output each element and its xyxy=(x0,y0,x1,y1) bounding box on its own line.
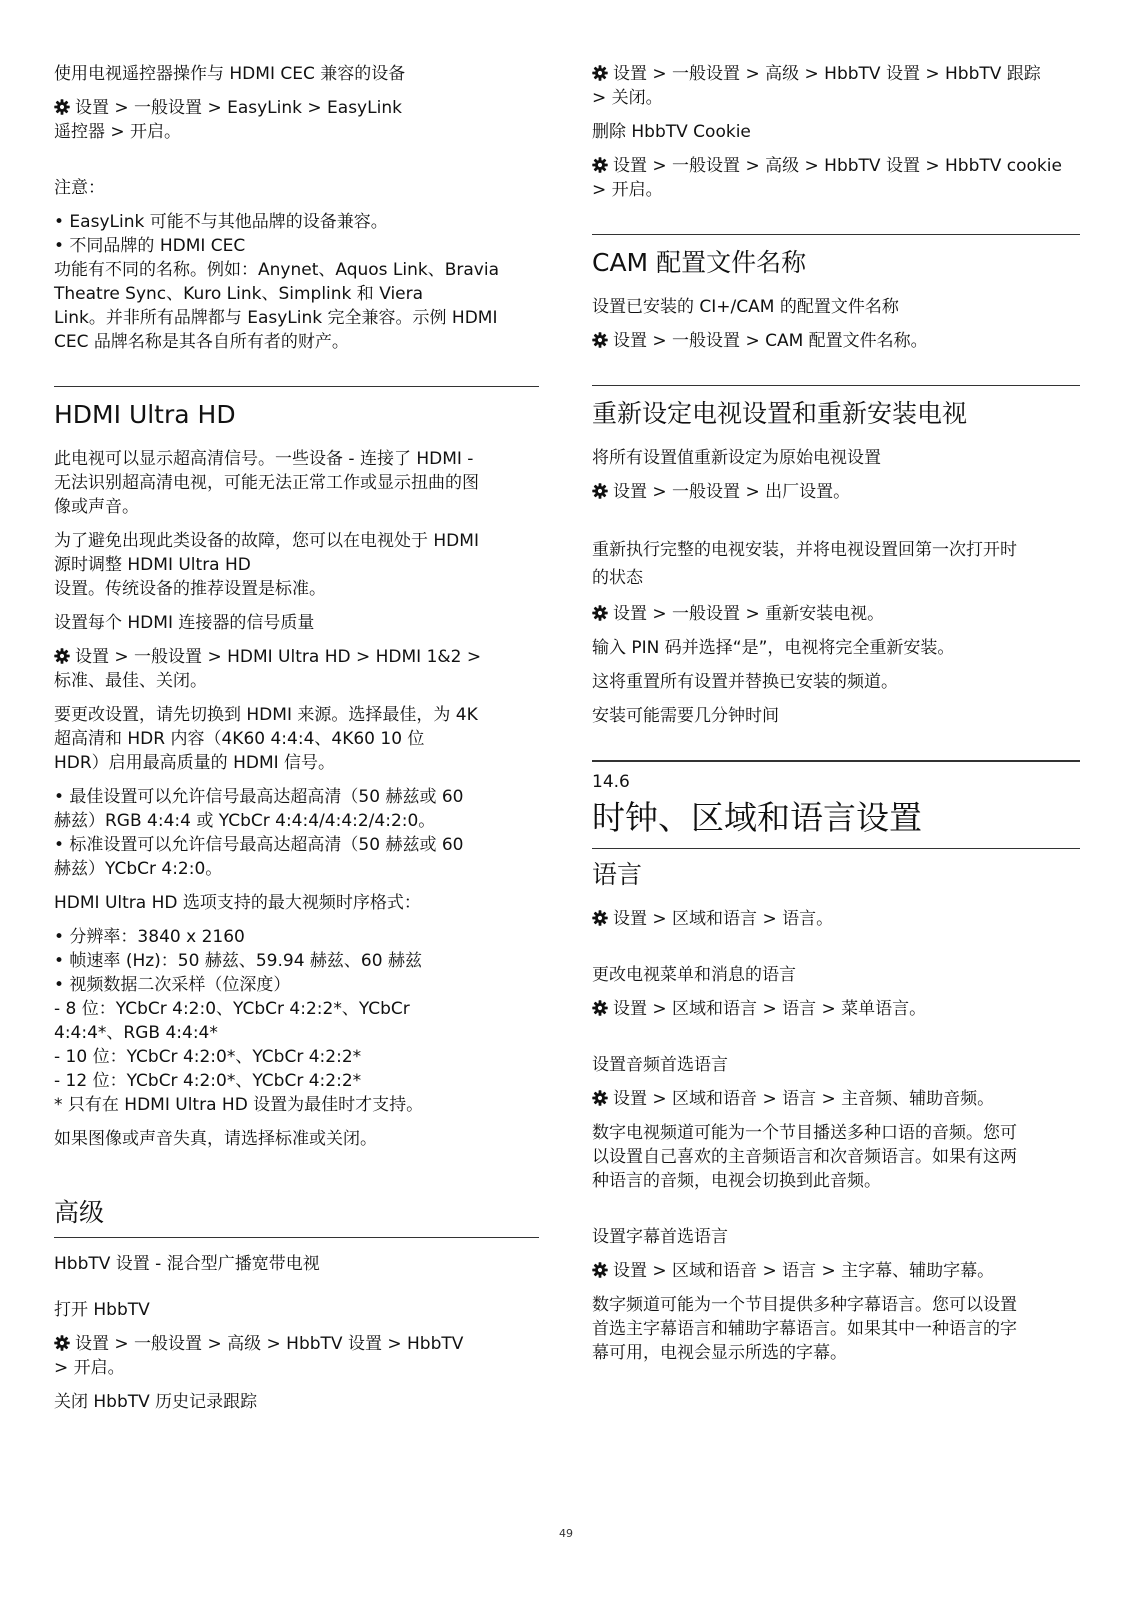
hdmi-paragraph: 要更改设置，请先切换到 HDMI 来源。选择最佳，为 4K 超高清和 HDR 内容（4K60 4:4:4、4K60 10 位 HDR）启用最高质量的 HDMI 信号。 xyxy=(54,705,478,773)
note-text: • EasyLink 可能不与其他品牌的设备兼容。 • 不同品牌的 HDMI CEC 功能有不同的名称。例如：Anynet、Aquos Link、Bravia Theatre Sync、Kuro Link、Simplink 和 Viera Link。并非所有品牌都与 EasyLink 完全兼容。示例 HDMI CEC 品牌名称是其各自所有者的财产。 xyxy=(54,212,500,352)
hdmi-paragraph: 如果图像或声音失真，请选择标准或关闭。 xyxy=(54,1129,377,1149)
hdmi-format-list: • 分辨率：3840 x 2160 • 帧速率 (Hz)：50 赫兹、59.94 赫兹、60 赫兹 • 视频数据二次采样（位深度） - 8 位：YCbCr 4:2:0、YCbCr 4:2:2*、YCbCr 4:4:4*、RGB 4:4:4* - 10 位：YCbCr 4:2:0*、YCbCr 4:2:2* - 12 位：YCbCr 4:2:0*、YCbCr 4:2:2* * 只有在 HDMI Ultra HD 设置为最佳时才支持。 xyxy=(54,927,424,1115)
reset-paragraph: 重新执行完整的电视安装，并将电视设置回第一次打开时 的状态 xyxy=(592,540,1017,588)
section-divider xyxy=(592,385,1080,386)
gear-icon xyxy=(54,1335,70,1351)
gear-icon xyxy=(54,648,70,664)
section-title-advanced: 高级 xyxy=(54,1198,105,1227)
language-paragraph: 数字电视频道可能为一个节目播送多种口语的音频。您可 以设置自己喜欢的主音频语言和次音频语言。如果有这两 种语言的音频，电视会切换到此音频。 xyxy=(592,1123,1017,1191)
section-title-hdmi-ultra-hd: HDMI Ultra HD xyxy=(54,400,236,429)
gear-icon xyxy=(592,157,608,173)
language-paragraph: 设置音频首选语言 xyxy=(592,1055,728,1075)
reinstall-settings-path: 设置 > 一般设置 > 重新安装电视。 xyxy=(592,602,1080,626)
right-column xyxy=(592,62,1080,1375)
hdmi-paragraph: HDMI Ultra HD 选项支持的最大视频时序格式： xyxy=(54,893,421,913)
hbbtv-cookie-label: 删除 HbbTV Cookie xyxy=(592,122,751,142)
page-number: 49 xyxy=(559,1527,573,1540)
easylink-remote-path: 设置 > 一般设置 > EasyLink > EasyLink 遥控器 > 开启。 xyxy=(54,98,402,142)
reset-paragraph: 安装可能需要几分钟时间 xyxy=(592,706,779,726)
advanced-paragraph: 关闭 HbbTV 历史记录跟踪 xyxy=(54,1392,258,1412)
easylink-remote-intro: 使用电视遥控器操作与 HDMI CEC 兼容的设备 xyxy=(54,64,406,84)
hdmi-paragraph: 设置每个 HDMI 连接器的信号质量 xyxy=(54,613,315,633)
section-title-language: 语言 xyxy=(592,860,643,889)
gear-icon xyxy=(592,1262,608,1278)
section-title-cam-profile: CAM 配置文件名称 xyxy=(592,248,807,277)
hdmi-paragraph: 为了避免出现此类设备的故障，您可以在电视处于 HDMI 源时调整 HDMI Ultra HD 设置。传统设备的推荐设置是标准。 xyxy=(54,531,479,599)
section-divider xyxy=(54,1237,539,1238)
left-column xyxy=(54,62,539,1424)
advanced-settings-path: 设置 > 一般设置 > 高级 > HbbTV 设置 > HbbTV > 开启。 xyxy=(54,1334,464,1378)
section-divider xyxy=(592,234,1080,235)
gear-icon xyxy=(592,1090,608,1106)
language-paragraph: 更改电视菜单和消息的语言 xyxy=(592,965,796,985)
hbbtv-cookie-path: 设置 > 一般设置 > 高级 > HbbTV 设置 > HbbTV cookie > 开启。 xyxy=(592,156,1062,200)
gear-icon xyxy=(592,332,608,348)
gear-icon xyxy=(592,65,608,81)
reset-paragraph: 输入 PIN 码并选择“是”，电视将完全重新安装。 xyxy=(592,638,955,658)
gear-icon xyxy=(592,483,608,499)
section-title-reset: 重新设定电视设置和重新安装电视 xyxy=(592,399,968,428)
advanced-paragraph: 打开 HbbTV xyxy=(54,1300,150,1320)
gear-icon xyxy=(592,910,608,926)
advanced-paragraph: HbbTV 设置 - 混合型广播宽带电视 xyxy=(54,1254,320,1274)
chapter-title: 时钟、区域和语言设置 xyxy=(592,798,922,837)
hdmi-settings-path: 设置 > 一般设置 > HDMI Ultra HD > HDMI 1&2 > 标准、最佳、关闭。 xyxy=(54,647,482,691)
reset-paragraph: 这将重置所有设置并替换已安装的频道。 xyxy=(592,672,898,692)
section-divider xyxy=(54,386,539,387)
language-paragraph: 设置字幕首选语言 xyxy=(592,1227,728,1247)
hbbtv-tracking-path: 设置 > 一般设置 > 高级 > HbbTV 设置 > HbbTV 跟踪 > 关闭。 xyxy=(592,64,1041,108)
language-paragraph: 数字频道可能为一个节目提供多种字幕语言。您可以设置 首选主字幕语言和辅助字幕语言。如果其中一种语言的字 幕可用，电视会显示所选的字幕。 xyxy=(592,1295,1017,1363)
reset-paragraph: 将所有设置值重新设定为原始电视设置 xyxy=(592,448,881,468)
reset-settings-path: 设置 > 一般设置 > 出厂设置。 xyxy=(592,480,1080,504)
language-settings-path: 设置 > 区域和语言 > 语言。 xyxy=(592,907,1080,931)
gear-icon xyxy=(592,605,608,621)
hdmi-bullets: • 最佳设置可以允许信号最高达超高清（50 赫兹或 60 赫兹）RGB 4:4:4 或 YCbCr 4:4:4/4:4:2/4:2:0。 • 标准设置可以允许信号最高达超高清（50 赫兹或 60 赫兹）YCbCr 4:2:0。 xyxy=(54,787,464,879)
subtitle-language-path: 设置 > 区域和语音 > 语言 > 主字幕、辅助字幕。 xyxy=(592,1259,1080,1283)
cam-paragraph: 设置已安装的 CI+/CAM 的配置文件名称 xyxy=(592,297,899,317)
menu-language-path: 设置 > 区域和语言 > 语言 > 菜单语言。 xyxy=(592,997,1080,1021)
gear-icon xyxy=(592,1000,608,1016)
chapter-divider xyxy=(592,760,1080,762)
gear-icon xyxy=(54,99,70,115)
note-label: 注意： xyxy=(54,178,105,198)
cam-settings-path: 设置 > 一般设置 > CAM 配置文件名称。 xyxy=(592,329,1080,353)
chapter-number: 14.6 xyxy=(592,772,630,792)
hdmi-paragraph: 此电视可以显示超高清信号。一些设备 - 连接了 HDMI - 无法识别超高清电视，可能无法正常工作或显示扭曲的图 像或声音。 xyxy=(54,449,479,517)
audio-language-path: 设置 > 区域和语音 > 语言 > 主音频、辅助音频。 xyxy=(592,1087,1080,1111)
chapter-divider xyxy=(592,848,1080,849)
